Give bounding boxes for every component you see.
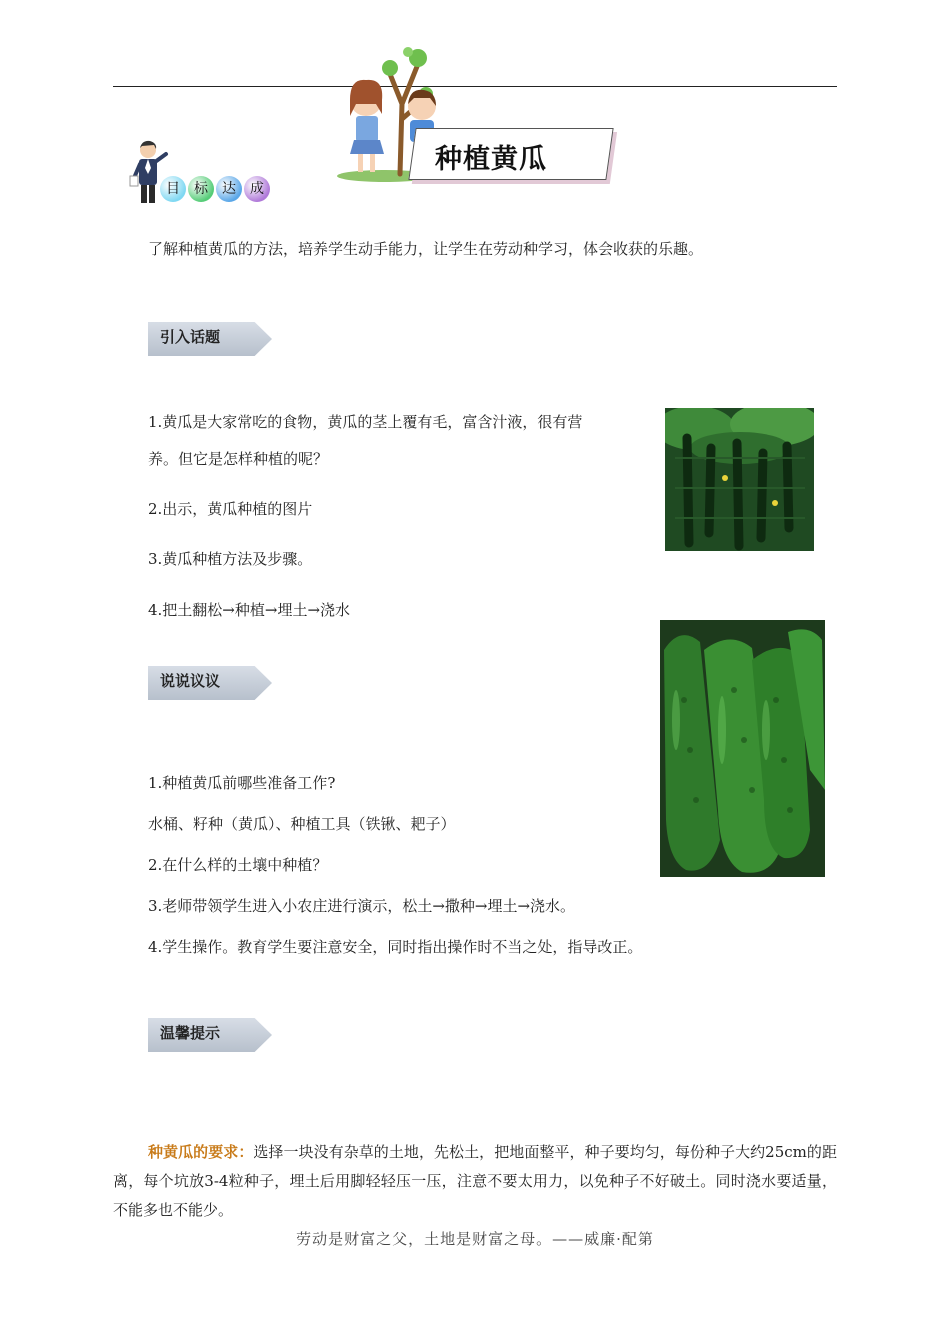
list-item: 水桶、籽种（黄瓜）、种植工具（铁锹、耙子）	[148, 815, 456, 833]
section-tag-label: 说说议议	[160, 672, 221, 690]
goal-badge: 目	[160, 176, 186, 202]
list-item: 3.黄瓜种植方法及步骤。	[148, 550, 313, 568]
section-tag-label: 温馨提示	[160, 1024, 221, 1042]
list-item: 2.出示，黄瓜种植的图片	[148, 500, 313, 518]
goal-text: 了解种植黄瓜的方法，培养学生动手能力，让学生在劳动种学习，体会收获的乐趣。	[148, 240, 704, 258]
list-item: 4.学生操作。教育学生要注意安全，同时指出操作时不当之处，指导改正。	[148, 938, 643, 956]
section-tag-label: 引入话题	[160, 328, 221, 346]
list-item: 3.老师带领学生进入小农庄进行演示，松土→撒种→埋土→浇水。	[148, 897, 576, 915]
list-item: 4.把土翻松→种植→埋土→浇水	[148, 601, 351, 619]
tips-paragraph	[113, 1138, 837, 1225]
cucumber-vine-photo	[665, 408, 814, 551]
page-title: 种植黄瓜	[435, 144, 547, 175]
list-item: 2.在什么样的土壤中种植？	[148, 856, 328, 874]
header-rule	[113, 86, 837, 87]
tips-body: 选择一块没有杂草的土地，先松土，把地面整平，种子要均匀，每份种子大约25cm的距离，每个坑放3-4粒种子，埋土后用脚轻轻压一压，注意不要太用力，以免种子不好破土。同时浇水要适量，不能多也不能少。	[113, 1143, 837, 1219]
goal-badge: 达	[216, 176, 242, 202]
cucumber-closeup-photo	[660, 620, 825, 877]
tips-lead: 种黄瓜的要求：	[148, 1143, 254, 1161]
goal-badge: 成	[244, 176, 270, 202]
footer-quote: 劳动是财富之父，土地是财富之母。——威廉·配第	[296, 1230, 654, 1248]
list-item: 1.黄瓜是大家常吃的食物，黄瓜的茎上覆有毛，富含汁液，很有营	[148, 413, 583, 431]
list-item: 养。但它是怎样种植的呢？	[148, 450, 329, 468]
goal-badge: 标	[188, 176, 214, 202]
list-item: 1.种植黄瓜前哪些准备工作?	[148, 774, 336, 792]
